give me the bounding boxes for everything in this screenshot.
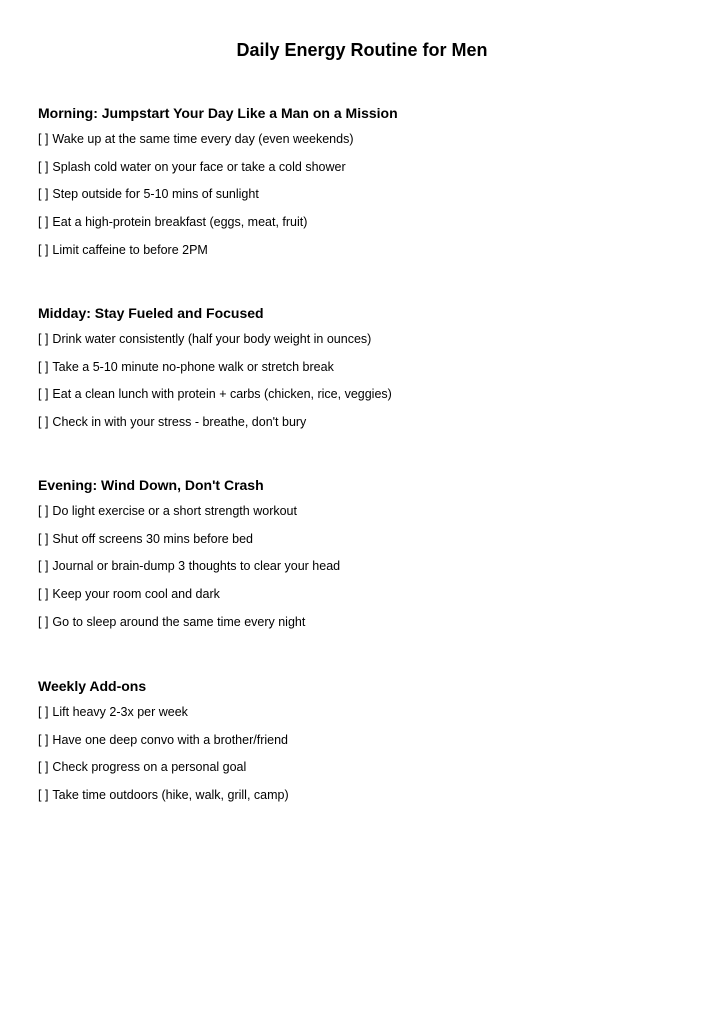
section-heading: Midday: Stay Fueled and Focused	[38, 305, 264, 321]
checklist-item[interactable]	[38, 614, 688, 630]
checklist-item[interactable]	[38, 531, 688, 547]
section-midday	[38, 304, 688, 442]
checklist-item-text: Limit caffeine to before 2PM	[52, 242, 208, 257]
checklist-item[interactable]	[38, 732, 688, 748]
checklist-item-text: Shut off screens 30 mins before bed	[52, 531, 254, 546]
checkbox[interactable]: [ ]	[38, 614, 49, 629]
checklist-item[interactable]	[38, 242, 688, 258]
checklist-item[interactable]	[38, 386, 688, 402]
checklist-item-text: Lift heavy 2-3x per week	[52, 705, 188, 719]
checklist-item[interactable]	[38, 586, 688, 602]
checkbox[interactable]: [ ]	[38, 359, 49, 374]
checklist-item[interactable]	[38, 558, 688, 574]
checklist-item-text: Eat a high-protein breakfast (eggs, meat, fruit)	[52, 215, 308, 230]
section-morning	[38, 104, 688, 269]
checklist-item-text: Go to sleep around the same time every night	[52, 614, 306, 629]
checklist-item[interactable]	[38, 503, 688, 519]
checkbox[interactable]: [ ]	[38, 788, 49, 803]
checklist-item-text: Step outside for 5-10 mins of sunlight	[52, 187, 259, 202]
checkbox[interactable]: [ ]	[38, 760, 49, 775]
checklist-item[interactable]	[38, 131, 688, 147]
checkbox[interactable]: [ ]	[38, 332, 49, 346]
checklist-item-text: Keep your room cool and dark	[52, 587, 220, 602]
checkbox[interactable]: [ ]	[38, 215, 49, 230]
checklist-item-text: Take a 5-10 minute no-phone walk or stretch break	[52, 359, 334, 374]
checklist-item-text: Do light exercise or a short strength workout	[52, 504, 297, 518]
checkbox[interactable]: [ ]	[38, 159, 49, 174]
checklist-item[interactable]	[38, 359, 688, 375]
checklist-item[interactable]	[38, 704, 688, 720]
checklist-item[interactable]	[38, 759, 688, 775]
checkbox[interactable]: [ ]	[38, 559, 49, 574]
checklist-item[interactable]	[38, 787, 688, 803]
checklist-item-text: Have one deep convo with a brother/friend	[52, 732, 288, 747]
checklist-item-text: Eat a clean lunch with protein + carbs (chicken, rice, veggies)	[52, 387, 392, 402]
page-title: Daily Energy Routine for Men	[236, 40, 488, 60]
checklist-item[interactable]	[38, 159, 688, 175]
checkbox[interactable]: [ ]	[38, 587, 49, 602]
section-heading: Evening: Wind Down, Don't Crash	[38, 477, 264, 493]
checklist-item[interactable]	[38, 414, 688, 430]
checklist-item-text: Journal or brain-dump 3 thoughts to clear your head	[52, 559, 341, 574]
checkbox[interactable]: [ ]	[38, 387, 49, 402]
checkbox[interactable]: [ ]	[38, 732, 49, 747]
checklist-item-text: Check progress on a personal goal	[52, 760, 247, 775]
checkbox[interactable]: [ ]	[38, 705, 49, 719]
checkbox[interactable]: [ ]	[38, 187, 49, 202]
checklist-item-text: Take time outdoors (hike, walk, grill, camp)	[52, 788, 289, 803]
section-weekly-add-ons	[38, 677, 688, 815]
checklist-item[interactable]	[38, 186, 688, 202]
checkbox[interactable]: [ ]	[38, 531, 49, 546]
checklist-item[interactable]	[38, 214, 688, 230]
section-heading: Morning: Jumpstart Your Day Like a Man on a Mission	[38, 105, 398, 121]
checkbox[interactable]: [ ]	[38, 132, 49, 146]
checklist-item[interactable]	[38, 331, 688, 347]
checklist-item-text: Check in with your stress - breathe, don't bury	[52, 415, 307, 430]
section-evening	[38, 476, 688, 641]
checkbox[interactable]: [ ]	[38, 415, 49, 430]
section-heading: Weekly Add-ons	[38, 678, 147, 694]
checklist-item-text: Splash cold water on your face or take a cold shower	[52, 159, 346, 174]
checklist-item-text: Wake up at the same time every day (even weekends)	[52, 132, 354, 146]
checklist-item-text: Drink water consistently (half your body weight in ounces)	[52, 332, 372, 346]
checkbox[interactable]: [ ]	[38, 504, 49, 518]
checkbox[interactable]: [ ]	[38, 242, 49, 257]
